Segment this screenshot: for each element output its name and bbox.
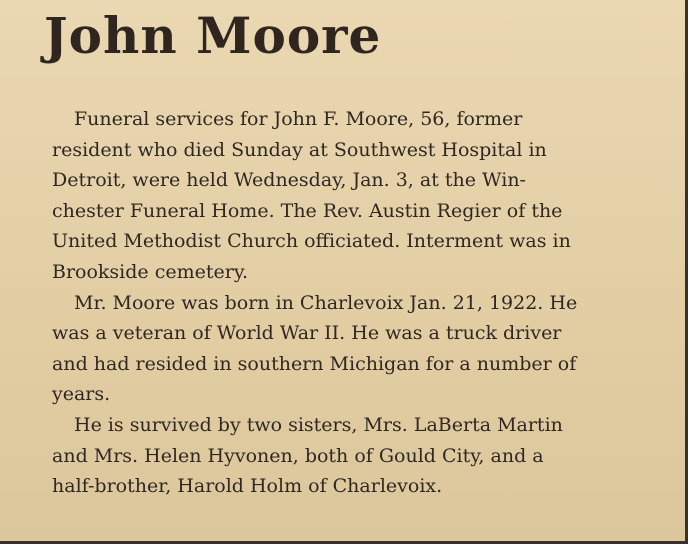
headline: John Moore — [44, 6, 382, 65]
paragraph-funeral — [52, 104, 652, 288]
text-line: chester Funeral Home. The Rev. Austin Regier of the — [52, 199, 563, 222]
text-line: and Mrs. Helen Hyvonen, both of Gould City, and a — [52, 444, 544, 467]
text-line: half-brother, Harold Holm of Charlevoix. — [52, 475, 443, 498]
text-line: Mr. Moore was born in Charlevoix Jan. 21, 1922. He — [74, 291, 578, 314]
text-line: United Methodist Church officiated. Interment was in — [52, 230, 571, 253]
paragraph-survivors — [52, 410, 652, 502]
text-line: was a veteran of World War II. He was a truck driver — [52, 322, 562, 345]
paragraph-biography — [52, 288, 652, 410]
text-line: Brookside cemetery. — [52, 260, 249, 283]
text-line: resident who died Sunday at Southwest Hospital in — [52, 138, 547, 161]
text-line: and had resided in southern Michigan for a number of — [52, 352, 577, 375]
text-line: Funeral services for John F. Moore, 56, former — [74, 108, 523, 130]
text-line: years. — [52, 383, 111, 406]
text-line: He is survived by two sisters, Mrs. LaBerta Martin — [74, 413, 563, 436]
article-body — [52, 104, 652, 502]
text-line: Detroit, were held Wednesday, Jan. 3, at the Win- — [52, 169, 526, 192]
